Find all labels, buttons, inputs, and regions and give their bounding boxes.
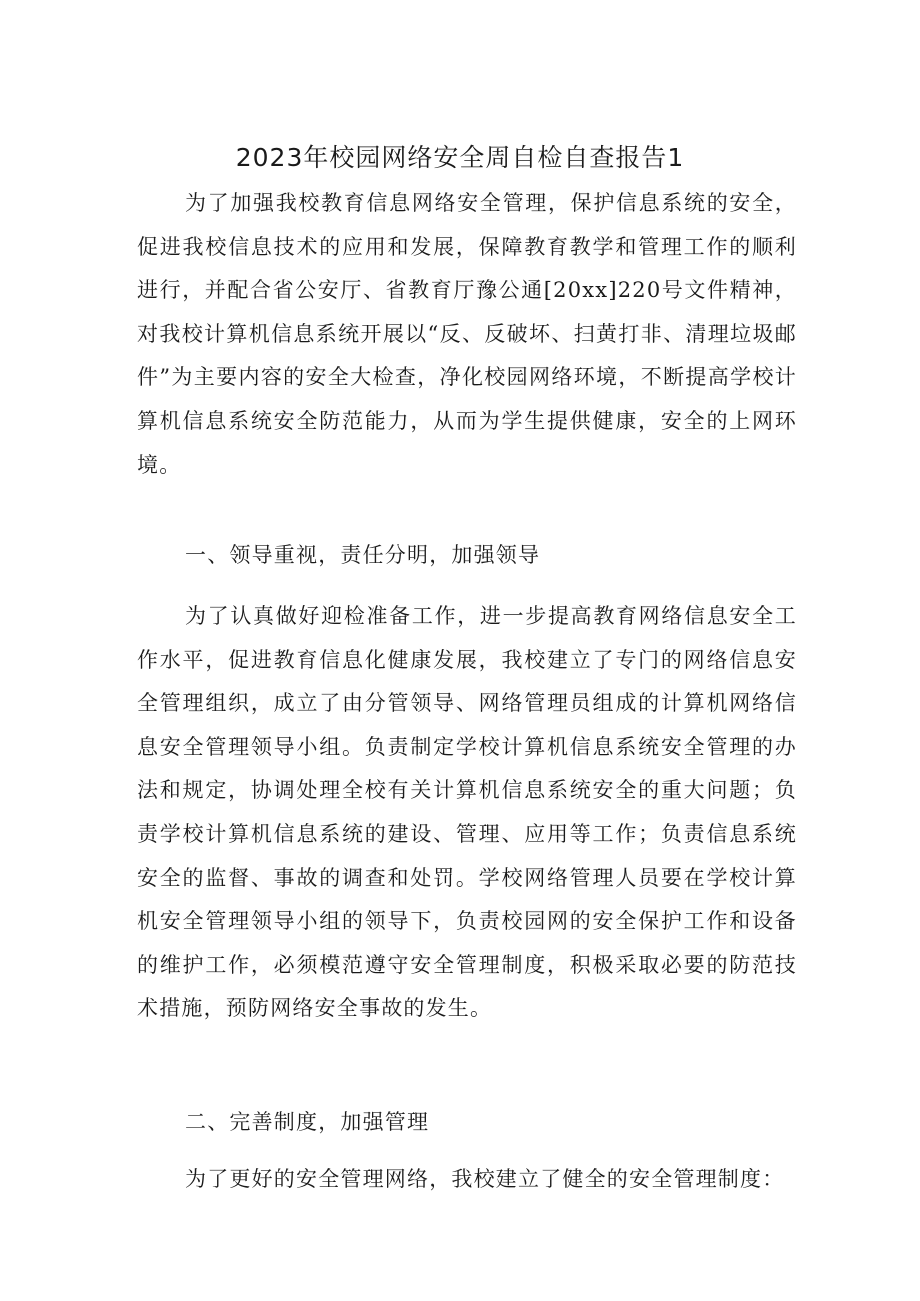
paragraph-system: 为了更好的安全管理网络，我校建立了健全的安全管理制度：	[185, 1167, 785, 1191]
section-heading-1: 一、领导重视，责任分明，加强领导	[185, 543, 541, 567]
section-heading-2: 二、完善制度，加强管理	[185, 1110, 430, 1134]
paragraph-intro: 为了加强我校教育信息网络安全管理，保护信息系统的安全，促进我校信息技术的应用和发展，保障教育教学和管理工作的顺利进行，并配合省公安厅、省教育厅豫公通[20xx]220号文件精神，对我校计算机信息系统开展以“反、反破坏、扫黄打非、清理垃圾邮件”为主要内容的安全大检查，净化校园网络环境，不断提高学校计算机信息系统安全防范能力，从而为学生提供健康，安全的上网环境。	[137, 191, 797, 477]
document-title: 2023年校园网络安全周自检自查报告1	[235, 143, 685, 172]
paragraph-leadership: 为了认真做好迎检准备工作，进一步提高教育网络信息安全工作水平，促进教育信息化健康发展，我校建立了专门的网络信息安全管理组织，成立了由分管领导、网络管理员组成的计算机网络信息安全管理领导小组。负责制定学校计算机信息系统安全管理的办法和规定，协调处理全校有关计算机信息系统安全的重大问题；负责学校计算机信息系统的建设、管理、应用等工作；负责信息系统安全的监督、事故的调查和处罚。学校网络管理人员要在学校计算机安全管理领导小组的领导下，负责校园网的安全保护工作和设备的维护工作，必须模范遵守安全管理制度，积极采取必要的防范技术措施，预防网络安全事故的发生。	[137, 604, 797, 1021]
